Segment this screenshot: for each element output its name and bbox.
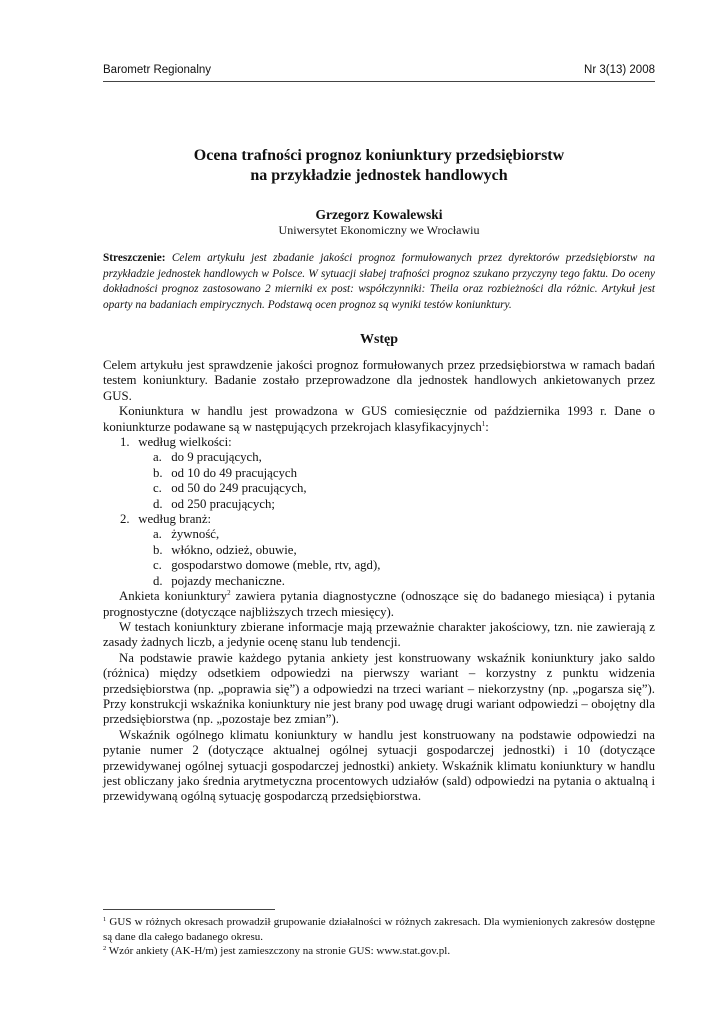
sublist-letter: a.: [153, 450, 162, 465]
sublist-text: żywność,: [171, 527, 220, 542]
title-line-2: na przykładzie jednostek handlowych: [250, 167, 508, 184]
paragraph-6: Wskaźnik ogólnego klimatu koniunktury w handlu jest konstruowany na podstawie odpowiedzi na pytanie numer 2 (dotyczące aktualnej ogólnej sytuacji gospodarczej jednostki) i 10 (dotyczące przewidywanej ogólnej sytuacji gospodarczej jednostki) ankiety. Wskaźnik klimatu koniunktury w handlu jest obliczany jako średnia arytmetyczna procentowych udziałów (sald) odpowiedzi na pytania o aktualną i przewidywaną ogólną sytuację gospodarczą przedsiębiorstwa.: [103, 727, 655, 804]
issue-number: Nr 3(13) 2008: [584, 64, 655, 76]
paragraph-5: Na podstawie prawie każdego pytania ankiety jest konstruowany wskaźnik koniunktury jako saldo (różnica) między odsetkiem odpowiedzi na pierwszy wariant – korzystny z punktu widzenia przedsiębiorstwa (np. „poprawia się”) a odpowiedzi na trzeci wariant – niekorzystny (np. „pogarsza się”). Przy konstrukcji wskaźnika koniunktury nie jest brany pod uwagę drugi wariant odpowiedzi – obojętny dla przedsiębiorstwa (np. „pozostaje bez zmian”).: [103, 650, 655, 727]
article-title: [103, 146, 655, 186]
list-item: [103, 512, 655, 589]
sublist-text: do 9 pracujących,: [171, 450, 262, 465]
sublist-letter: d.: [153, 573, 163, 588]
sublist-item: [153, 497, 655, 512]
paragraph-4: W testach koniunktury zbierane informacje mają przeważnie charakter jakościowy, tzn. nie zawierają z zasady żadnych liczb, a jedynie ocenę stanu lub tendencji.: [103, 619, 655, 650]
sublist: [120, 450, 655, 512]
sublist-item: [153, 450, 655, 465]
journal-name: Barometr Regionalny: [103, 64, 212, 76]
sublist-letter: d.: [153, 496, 163, 511]
author-affiliation: Uniwersytet Ekonomiczny we Wrocławiu: [278, 223, 480, 237]
sublist-letter: b.: [153, 542, 163, 557]
paragraph-2-end: :: [485, 419, 489, 434]
sublist-text: od 250 pracujących;: [171, 496, 275, 511]
footnote-number: 1: [103, 916, 107, 923]
sublist-letter: a.: [153, 527, 162, 542]
sublist-item: [153, 481, 655, 496]
footnote-text: GUS w różnych okresach prowadził grupowanie działalności w różnych zakresach. Dla wymienionych zakresów dostępne są dane dla całego badanego okresu.: [103, 916, 655, 943]
sublist-letter: c.: [153, 558, 162, 573]
paragraph-1: Celem artykułu jest sprawdzenie jakości prognoz formułowanych przez przedsiębiorstwa w ramach badań testem koniunktury. Badanie zostało przeprowadzone dla jednostek handlowych ankietowanych przez GUS.: [103, 358, 655, 403]
list-label: według wielkości:: [138, 435, 232, 450]
sublist-item: [153, 574, 655, 589]
sublist-letter: b.: [153, 465, 163, 480]
running-header: [103, 63, 655, 82]
footnotes: [103, 915, 655, 959]
sublist-text: pojazdy mechaniczne.: [171, 573, 285, 588]
sublist-text: od 50 do 249 pracujących,: [171, 481, 307, 496]
section-heading: Wstęp: [359, 332, 399, 347]
sublist-item: [153, 543, 655, 558]
footnote-2: [103, 944, 655, 959]
paragraph-2: [103, 404, 655, 435]
list-number: 2.: [120, 512, 130, 527]
footnote-divider: [103, 909, 275, 910]
sublist-letter: c.: [153, 481, 162, 496]
footnote-ref-1[interactable]: 1: [481, 419, 486, 428]
title-line-1: Ocena trafności prognoz koniunktury przedsiębiorstw: [193, 147, 565, 164]
abstract-text: Celem artykułu jest zbadanie jakości prognoz formułowanych przez dyrektorów przedsiębiorstw na przykładzie jednostek handlowych w Polsce. W sytuacji słabej trafności prognoz szukano przyczyny tego faktu. Do oceny dokładności prognoz zastosowano 2 mierniki ex post: współczynniki: Theila oraz rozbieżności dla różnic. Artykuł jest oparty na badaniach empirycznych. Podstawą ocen prognoz są wyniki testów koniunktury.: [103, 252, 655, 311]
footnote-number: 2: [103, 945, 107, 953]
classification-list: [103, 435, 655, 589]
abstract: [103, 251, 655, 313]
abstract-label: Streszczenie:: [103, 252, 166, 264]
footnote-ref-2[interactable]: 2: [227, 589, 231, 598]
sublist-item: [153, 527, 655, 542]
sublist: [120, 527, 655, 589]
sublist-text: od 10 do 49 pracujących: [171, 465, 297, 480]
sublist-item: [153, 466, 655, 481]
footnote-1: [103, 915, 655, 944]
list-number: 1.: [120, 435, 130, 450]
author-name: Grzegorz Kowalewski: [315, 207, 443, 222]
list-label: według branż:: [138, 512, 212, 527]
body-text: [103, 358, 655, 805]
sublist-text: gospodarstwo domowe (meble, rtv, agd),: [171, 558, 381, 573]
paragraph-3-text-b: zawiera pytania diagnostyczne (odnoszące się do badanego miesiąca) i pytania prognostyczne (dotyczące najbliższych trzech miesięcy).: [103, 589, 655, 619]
paragraph-3-text-a: Ankieta koniunktury: [119, 589, 228, 604]
list-item: [103, 435, 655, 512]
paragraph-2-text: Koniunktura w handlu jest prowadzona w GUS comiesięcznie od października 1993 r. Dane o koniunkturze podawane są w następujących przekrojach klasyfikacyjnych: [103, 404, 655, 434]
sublist-item: [153, 558, 655, 573]
footnote-text: Wzór ankiety (AK-H/m) jest zamieszczony na stronie GUS: www.stat.gov.pl.: [106, 945, 451, 958]
paragraph-3: [103, 589, 655, 620]
sublist-text: włókno, odzież, obuwie,: [171, 542, 297, 557]
